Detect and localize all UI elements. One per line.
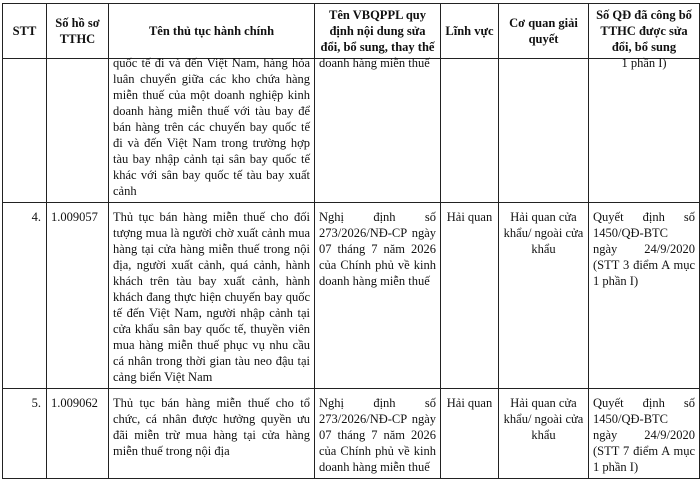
cell-stt <box>3 59 47 203</box>
cell-law <box>315 56 441 203</box>
cell-name-text: quốc tế đi và đến Việt Nam, hàng hóa luân chuyển giữa các kho chứa hàng miễn thuế của một doanh nghiệp kinh doanh hàng miễn thuế với tàu bay để bán hàng trên các chuyến bay quốc tế đi và đến Việt Nam trong trường hợp tàu bay nhập cảnh tại sân bay quốc tế khác với sân bay quốc tế tàu bay xuất cảnh <box>113 56 310 198</box>
cell-agency: Hải quan cửa khẩu/ ngoài cửa khẩu <box>499 203 589 389</box>
cell-code: 1.009062 <box>47 389 109 479</box>
cell-name: Thủ tục bán hàng miễn thuế cho tổ chức, cá nhân được hưởng quyền ưu đãi miễn trừ mua hàng tại cửa hàng miễn thuế trong nội địa <box>109 389 315 479</box>
cell-agency <box>499 59 589 203</box>
cell-name <box>109 56 315 203</box>
cell-code: 1.009057 <box>47 203 109 389</box>
cell-agency: Hải quan cửa khẩu/ ngoài cửa khẩu <box>499 389 589 479</box>
table-row <box>3 203 700 389</box>
cell-decision: Quyết định số 1450/QĐ-BTC ngày 24/9/2020 (STT 3 điểm A mục 1 phần I) <box>589 203 700 389</box>
cell-decision <box>589 56 700 203</box>
header-code: Số hồ sơ TTHC <box>47 4 109 59</box>
header-law: Tên VBQPPL quy định nội dung sửa đổi, bổ sung, thay thế <box>315 4 441 59</box>
cell-law: Nghị định số 273/2026/NĐ-CP ngày 07 tháng 7 năm 2026 của Chính phủ về kinh doanh hàng miễn thuế <box>315 203 441 389</box>
header-agency: Cơ quan giải quyết <box>499 4 589 59</box>
cell-decision-text: 1 phần I) <box>621 56 667 70</box>
header-name: Tên thủ tục hành chính <box>109 4 315 59</box>
header-field: Lĩnh vực <box>441 4 499 59</box>
cell-law-text: doanh hàng miễn thuế <box>319 56 430 70</box>
cell-code <box>47 59 109 203</box>
cell-name: Thủ tục bán hàng miễn thuế cho đối tượng mua là người chờ xuất cảnh mua hàng tại cửa hàng miễn thuế trong nội địa, người xuất cảnh, quá cảnh, hành khách trên tàu bay xuất cảnh, hành khách đang thực hiện chuyến bay quốc tế đến Việt Nam, người nhập cảnh tại cửa khẩu sân bay quốc tế, thuyền viên mua hàng miễn thuế phục vụ nhu cầu cá nhân trong thời gian tàu neo đậu tại cảng biển Việt Nam <box>109 203 315 389</box>
procedures-table <box>2 3 700 479</box>
table-row <box>3 59 700 203</box>
cell-stt: 5. <box>3 389 47 479</box>
header-stt: STT <box>3 4 47 59</box>
cell-field: Hải quan <box>441 203 499 389</box>
cell-law: Nghị định số 273/2026/NĐ-CP ngày 07 tháng 7 năm 2026 của Chính phủ về kinh doanh hàng miễn thuế <box>315 389 441 479</box>
table-row <box>3 389 700 479</box>
cell-decision: Quyết định số 1450/QĐ-BTC ngày 24/9/2020 (STT 7 điểm A mục 1 phần I) <box>589 389 700 479</box>
header-decision: Số QĐ đã công bố TTHC được sửa đổi, bổ sung <box>589 4 700 59</box>
cell-field <box>441 59 499 203</box>
cell-stt: 4. <box>3 203 47 389</box>
cell-field: Hải quan <box>441 389 499 479</box>
table-header-row <box>3 4 700 59</box>
